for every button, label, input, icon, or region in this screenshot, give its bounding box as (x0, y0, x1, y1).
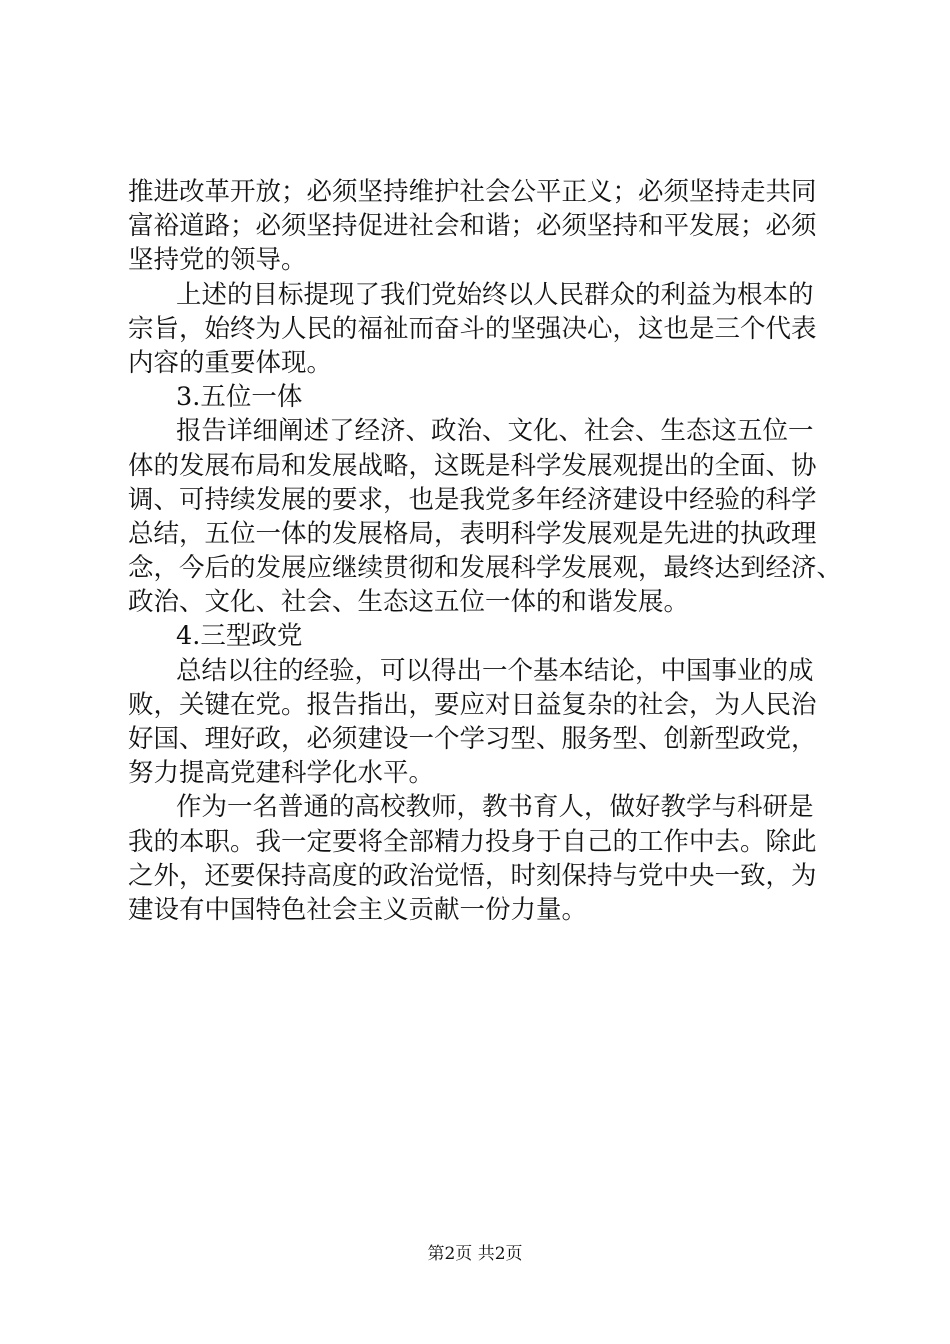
text-line: 4.三型政党 (176, 621, 303, 652)
text-line: 上述的目标提现了我们党始终以人民群众的利益为根本的 (176, 279, 814, 310)
text-line: 建设有中国特色社会主义贡献一份力量。 (128, 894, 588, 925)
text-line: 好国、理好政，必须建设一个学习型、服务型、创新型政党， (128, 724, 817, 754)
document-body (128, 175, 843, 927)
text-line: 调、可持续发展的要求，也是我党多年经济建设中经验的科学 (128, 484, 817, 515)
text-line: 宗旨，始终为人民的福祉而奋斗的坚强决心，这也是三个代表 (128, 313, 817, 344)
text-line: 富裕道路；必须坚持促进社会和谐；必须坚持和平发展；必须 (128, 211, 817, 242)
text-line: 坚持党的领导。 (128, 245, 307, 276)
text-line: 推进改革开放；必须坚持维护社会公平正义；必须坚持走共同 (128, 177, 817, 207)
text-line: 总结，五位一体的发展格局，表明科学发展观是先进的执政理 (128, 518, 817, 549)
text-line: 报告详细阐述了经济、政治、文化、社会、生态这五位一 (176, 416, 814, 447)
text-line: 3.五位一体 (176, 382, 303, 413)
page-footer: 第2页 共2页 (427, 1244, 523, 1264)
text-line: 内容的重要体现。 (128, 347, 333, 378)
text-line: 总结以往的经验，可以得出一个基本结论，中国事业的成 (176, 655, 814, 686)
text-line: 努力提高党建科学化水平。 (128, 758, 435, 789)
text-line: 败，关键在党。报告指出，要应对日益复杂的社会，为人民治 (128, 689, 817, 720)
text-line: 之外，还要保持高度的政治觉悟，时刻保持与党中央一致，为 (128, 860, 817, 891)
text-line: 作为一名普通的高校教师，教书育人，做好教学与科研是 (176, 792, 814, 823)
text-line: 体的发展布局和发展战略，这既是科学发展观提出的全面、协 (128, 450, 817, 481)
text-line: 我的本职。我一定要将全部精力投身于自己的工作中去。除此 (128, 826, 817, 857)
text-line: 念，今后的发展应继续贯彻和发展科学发展观，最终达到经济、 (128, 553, 843, 584)
text-line: 政治、文化、社会、生态这五位一体的和谐发展。 (128, 587, 690, 618)
